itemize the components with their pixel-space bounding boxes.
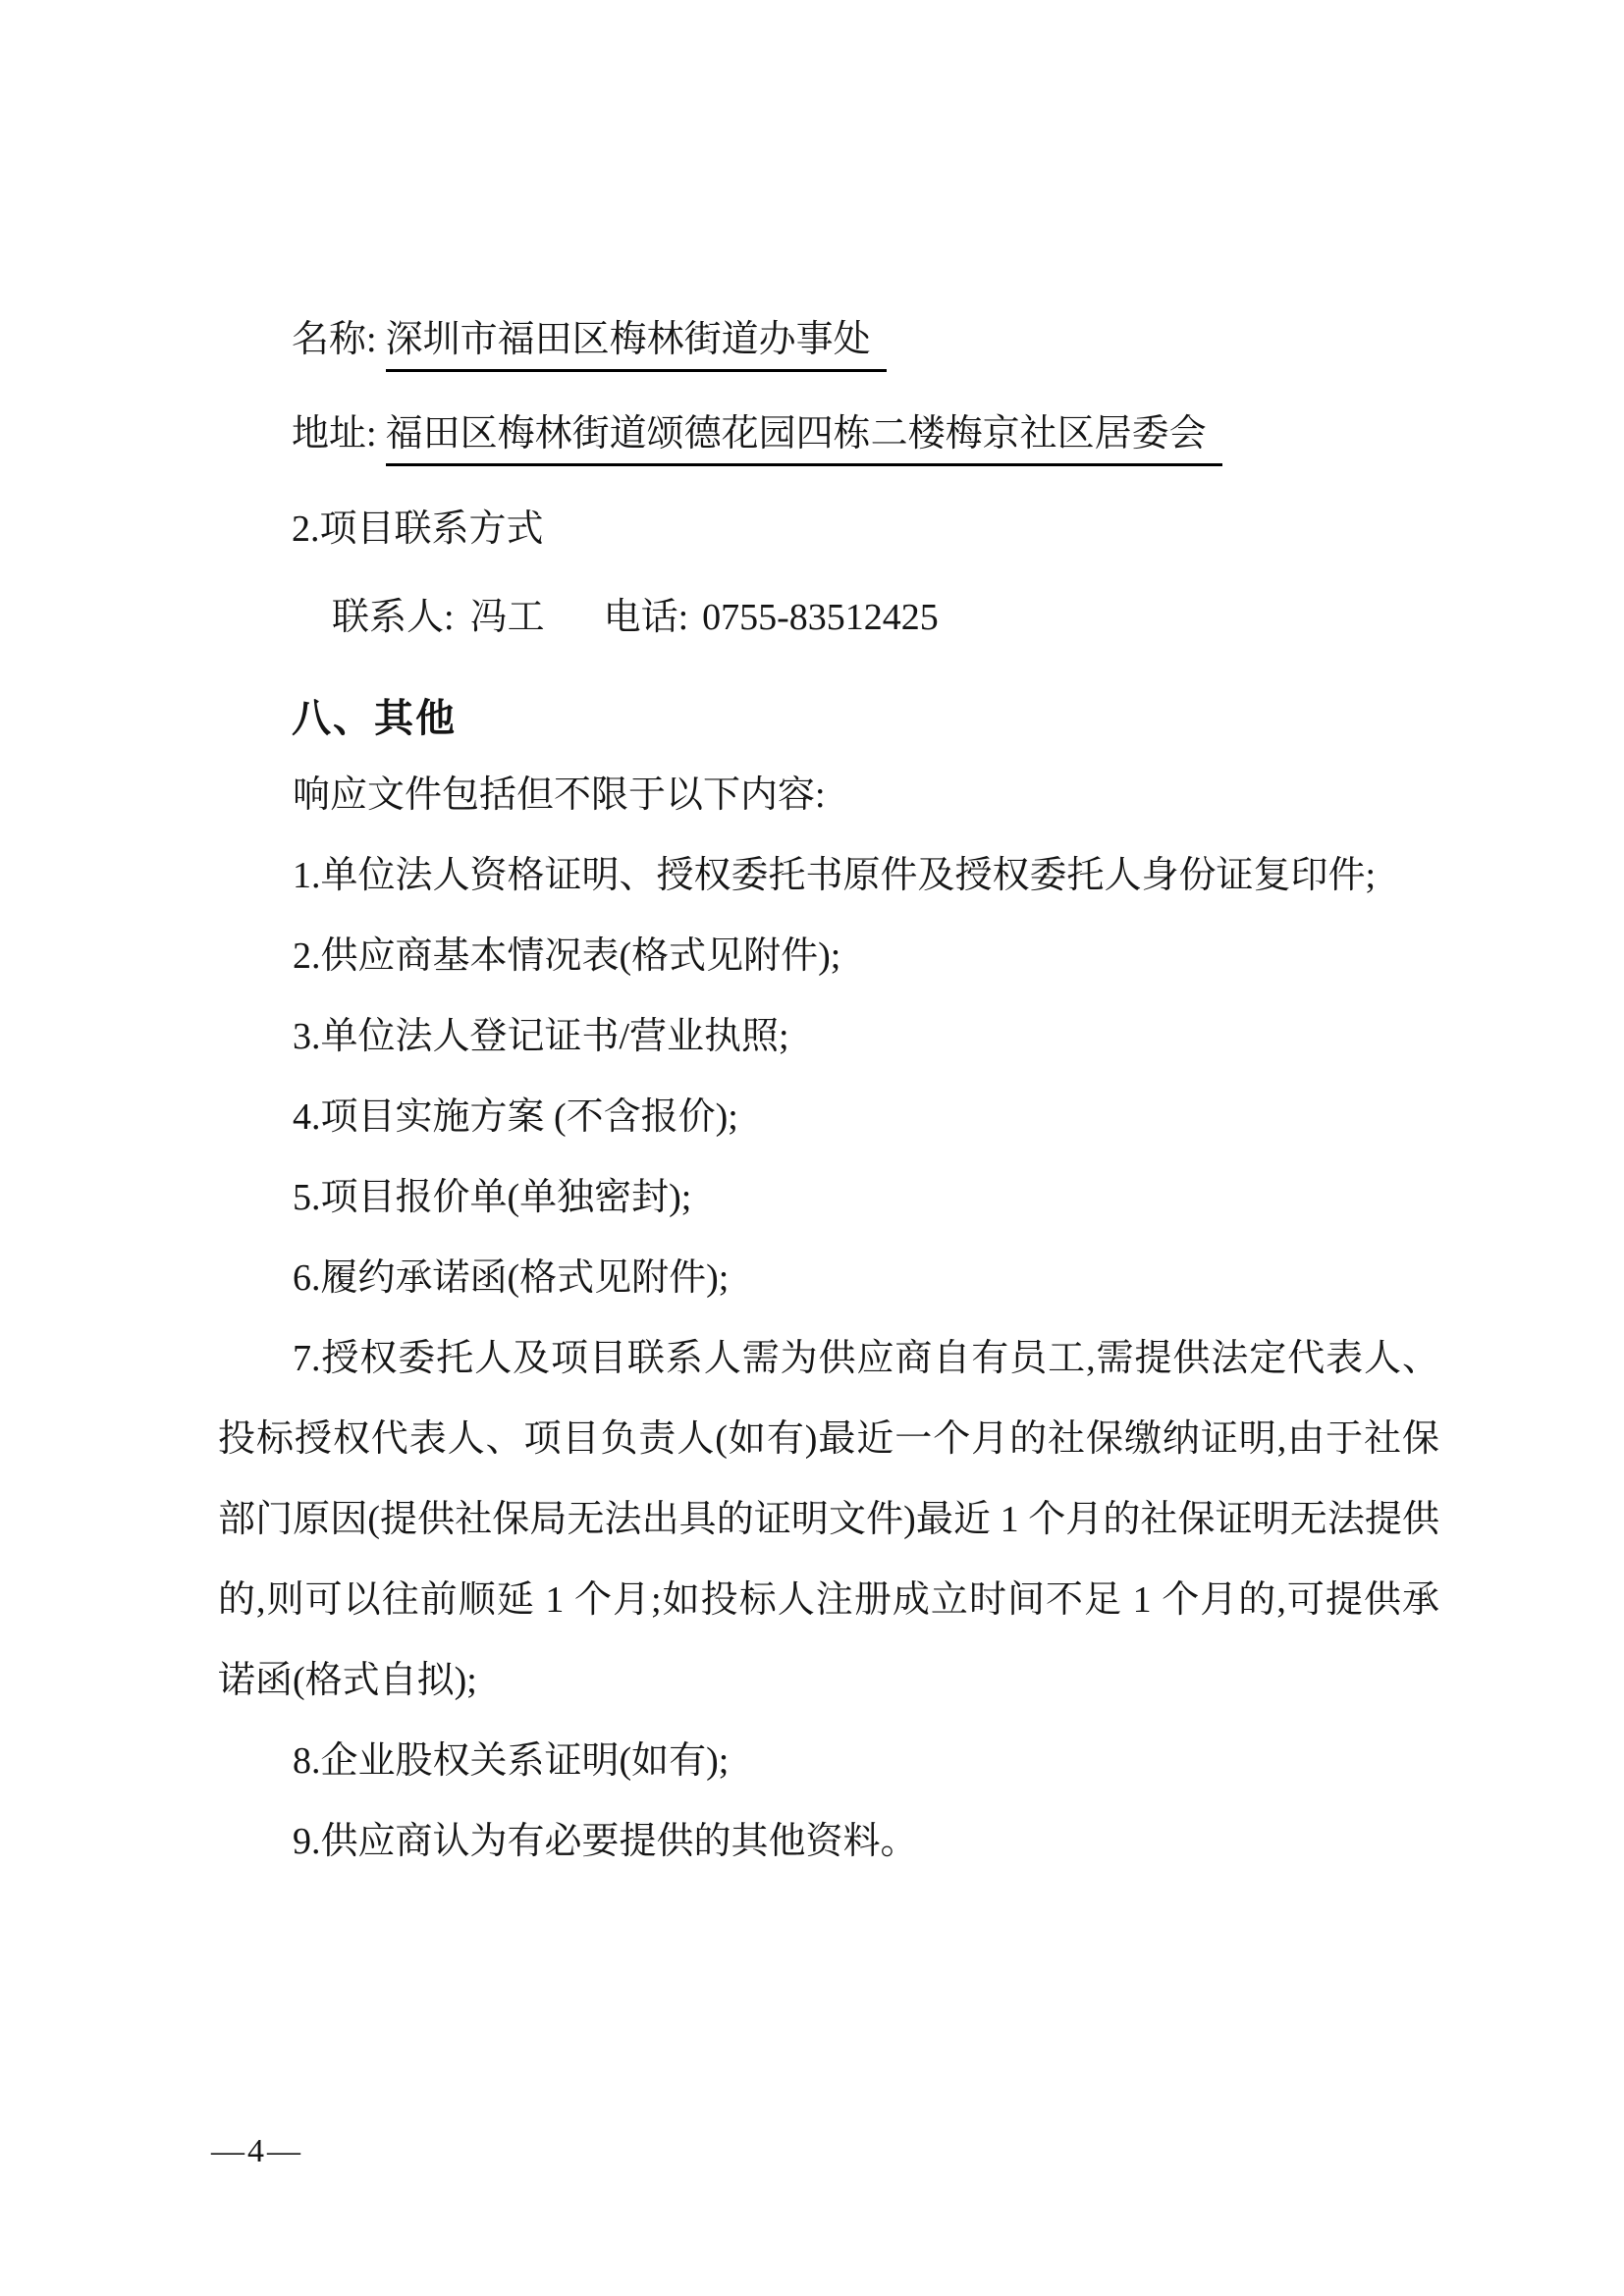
list-item-8: 8.企业股权关系证明(如有); [293,1740,730,1782]
response-documents-section [218,755,1439,1882]
name-label: 名称: [292,319,377,360]
contact-person-label: 联系人: [332,597,455,638]
page-number: —4— [211,2133,303,2169]
contact-person-value: 冯工 [469,597,545,638]
response-docs-intro: 响应文件包括但不限于以下内容: [293,774,826,816]
address-label: 地址: [292,413,377,454]
address-line [292,410,1222,466]
project-contact-heading: 2.项目联系方式 [292,508,544,550]
contact-line [332,594,939,641]
address-value: 福田区梅林街道颂德花园四栋二楼梅京社区居委会 [386,410,1222,466]
list-item-7: 7.授权委托人及项目联系人需为供应商自有员工,需提供法定代表人、投标授权代表人、项目负责人(如有)最近一个月的社保缴纳证明,由于社保部门原因(提供社保局无法出具的证明文件)最近 1 个月的社保证明无法提供的,则可以往前顺延 1 个月;如投标人注册成立时间不足 1 个月的,可提供承诺函(格式自拟); [218,1338,1439,1701]
phone-label: 电话: [603,597,689,638]
list-item-2: 2.供应商基本情况表(格式见附件); [293,935,841,977]
name-line [292,316,887,372]
list-item-9: 9.供应商认为有必要提供的其他资料。 [293,1821,918,1862]
list-item-3: 3.单位法人登记证书/营业执照; [293,1016,789,1057]
section-heading-other: 八、其他 [292,697,457,740]
list-item-1: 1.单位法人资格证明、授权委托书原件及授权委托人身份证复印件; [293,855,1377,896]
name-value: 深圳市福田区梅林街道办事处 [386,316,887,372]
list-item-6: 6.履约承诺函(格式见附件); [293,1257,730,1299]
list-item-5: 5.项目报价单(单独密封); [293,1177,692,1218]
phone-value: 0755-83512425 [702,597,939,638]
list-item-4: 4.项目实施方案 (不含报价); [293,1096,738,1138]
